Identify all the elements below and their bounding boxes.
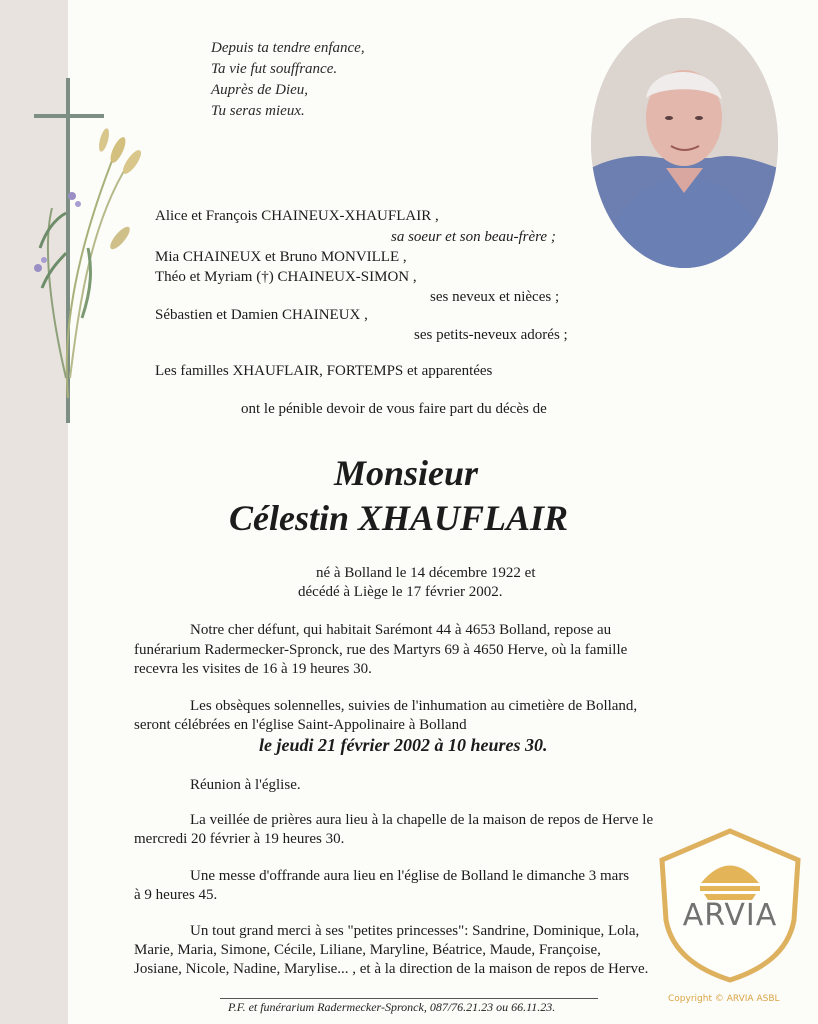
footer-divider	[220, 998, 598, 999]
paragraph-line: La veillée de prières aura lieu à la chapelle de la maison de repos de Herve le	[190, 812, 654, 828]
paragraph-line: Réunion à l'église.	[190, 777, 301, 793]
paragraph-line: mercredi 20 février à 19 heures 30.	[134, 831, 345, 847]
family-relation: ses neveux et nièces ;	[430, 289, 560, 305]
copyright-notice: Copyright © ARVIA ASBL	[668, 994, 780, 1004]
poem-line: Ta vie fut souffrance.	[211, 61, 338, 77]
paragraph-line: Notre cher défunt, qui habitait Sarémont 44 à 4653 Bolland, repose au	[190, 622, 612, 638]
deceased-title: Monsieur	[334, 453, 479, 493]
paragraph-line: funérarium Radermecker-Spronck, rue des Martyrs 69 à 4650 Herve, où la famille	[134, 642, 628, 658]
birth-line: né à Bolland le 14 décembre 1922 et	[316, 565, 536, 581]
watermark-logo-text: ARVIA	[682, 898, 778, 933]
poem-line: Auprès de Dieu,	[211, 82, 309, 98]
paragraph-line: Marie, Maria, Simone, Cécile, Liliane, Maryline, Béatrice, Maude, Françoise,	[134, 942, 601, 958]
paragraph-line: Une messe d'offrande aura lieu en l'église de Bolland le dimanche 3 mars	[190, 868, 630, 884]
poem	[211, 38, 365, 122]
family-line: Sébastien et Damien CHAINEUX ,	[155, 307, 368, 323]
paragraph-line: recevra les visites de 16 à 19 heures 30.	[134, 661, 372, 677]
portrait-photo	[591, 18, 778, 268]
footer-contact: P.F. et funérarium Radermecker-Spronck, 087/76.21.23 ou 66.11.23.	[228, 1000, 556, 1014]
family-line: Théo et Myriam (†) CHAINEUX-SIMON ,	[155, 269, 417, 285]
death-line: décédé à Liège le 17 février 2002.	[298, 584, 503, 600]
paragraph-line: Josiane, Nicole, Nadine, Marylise... , et à la direction de la maison de repos de Herve.	[134, 961, 649, 977]
cross-wheat-icon	[22, 78, 152, 423]
family-line: Alice et François CHAINEUX-XHAUFLAIR ,	[155, 208, 439, 224]
paragraph-line: à 9 heures 45.	[134, 887, 218, 903]
deceased-name: Célestin XHAUFLAIR	[229, 498, 569, 538]
portrait-person-icon	[591, 18, 778, 268]
paragraph-line: Un tout grand merci à ses "petites princesses": Sandrine, Dominique, Lola,	[190, 923, 640, 939]
paragraph-line: seront célébrées en l'église Saint-Appolinaire à Bolland	[134, 717, 467, 733]
poem-line: Tu seras mieux.	[211, 103, 305, 119]
arvia-watermark	[656, 828, 804, 983]
announcement-line: ont le pénible devoir de vous faire part du décès de	[241, 401, 547, 417]
poem-line: Depuis ta tendre enfance,	[211, 40, 365, 56]
family-relation: sa soeur et son beau-frère ;	[391, 229, 556, 245]
family-line: Les familles XHAUFLAIR, FORTEMPS et apparentées	[155, 363, 493, 379]
funeral-date: le jeudi 21 février 2002 à 10 heures 30.	[259, 735, 548, 755]
family-line: Mia CHAINEUX et Bruno MONVILLE ,	[155, 249, 407, 265]
paragraph-line: Les obsèques solennelles, suivies de l'inhumation au cimetière de Bolland,	[190, 698, 638, 714]
family-relation: ses petits-neveux adorés ;	[414, 327, 568, 343]
